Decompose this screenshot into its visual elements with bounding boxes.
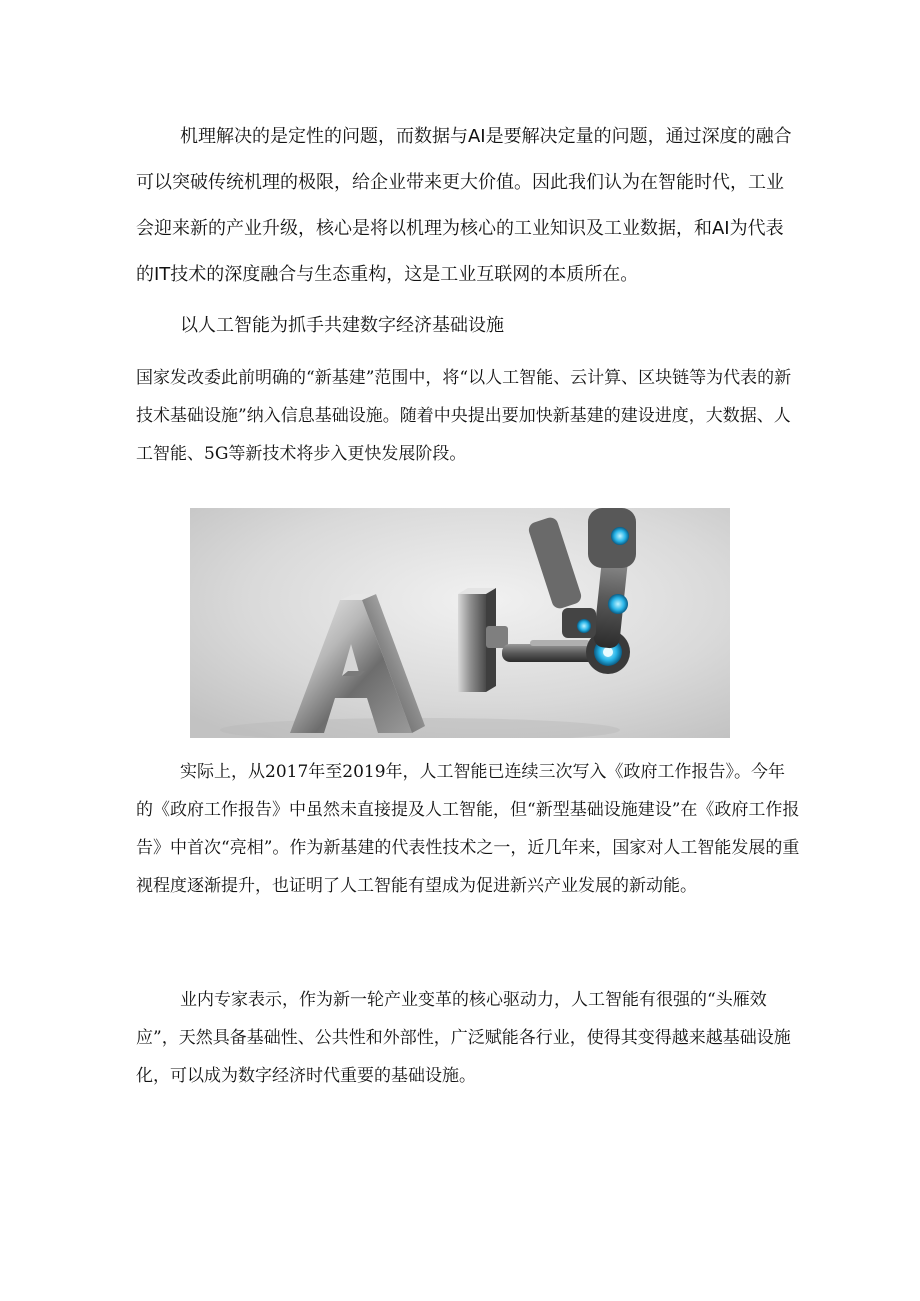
paragraph-government-work-report: 实际上，从2017年至2019年，人工智能已连续三次写入《政府工作报告》。今年的《政府工作报告》中虽然未直接提及人工智能，但“新型基础设施建设”在《政府工作报告》中首次“亮相”。作为新基建的代表性技术之一，近几年来，国家对人工智能发展的重视程度逐渐提升，也证明了人工智能有望成为促进新兴产业发展的新动能。 — [136, 762, 800, 896]
paragraph-mechanism-and-ai: 机理解决的是定性的问题，而数据与AI是要解决定量的问题，通过深度的融合可以突破传统机理的极限，给企业带来更大价值。因此我们认为在智能时代，工业会迎来新的产业升级，核心是将以机理为核心的工业知识及工业数据，和AI为代表的IT技术的深度融合与生态重构，这是工业互联网的本质所在。 — [136, 126, 792, 285]
section-heading: 以人工智能为抓手共建数字经济基础设施 — [180, 315, 504, 336]
paragraph-new-infrastructure: 国家发改委此前明确的“新基建”范围中，将“以人工智能、云计算、区块链等为代表的新技术基础设施”纳入信息基础设施。随着中央提出要加快新基建的建设进度，大数据、人工智能、5G等新技术将步入更快发展阶段。 — [136, 368, 792, 464]
ai-robot-arm-image — [190, 508, 730, 738]
paragraph-expert-opinion: 业内专家表示，作为新一轮产业变革的核心驱动力，人工智能有很强的“头雁效应”，天然具备基础性、公共性和外部性，广泛赋能各行业，使得其变得越来越基础设施化，可以成为数字经济时代重要的基础设施。 — [136, 990, 791, 1086]
ai-robot-arm-illustration — [190, 508, 730, 738]
